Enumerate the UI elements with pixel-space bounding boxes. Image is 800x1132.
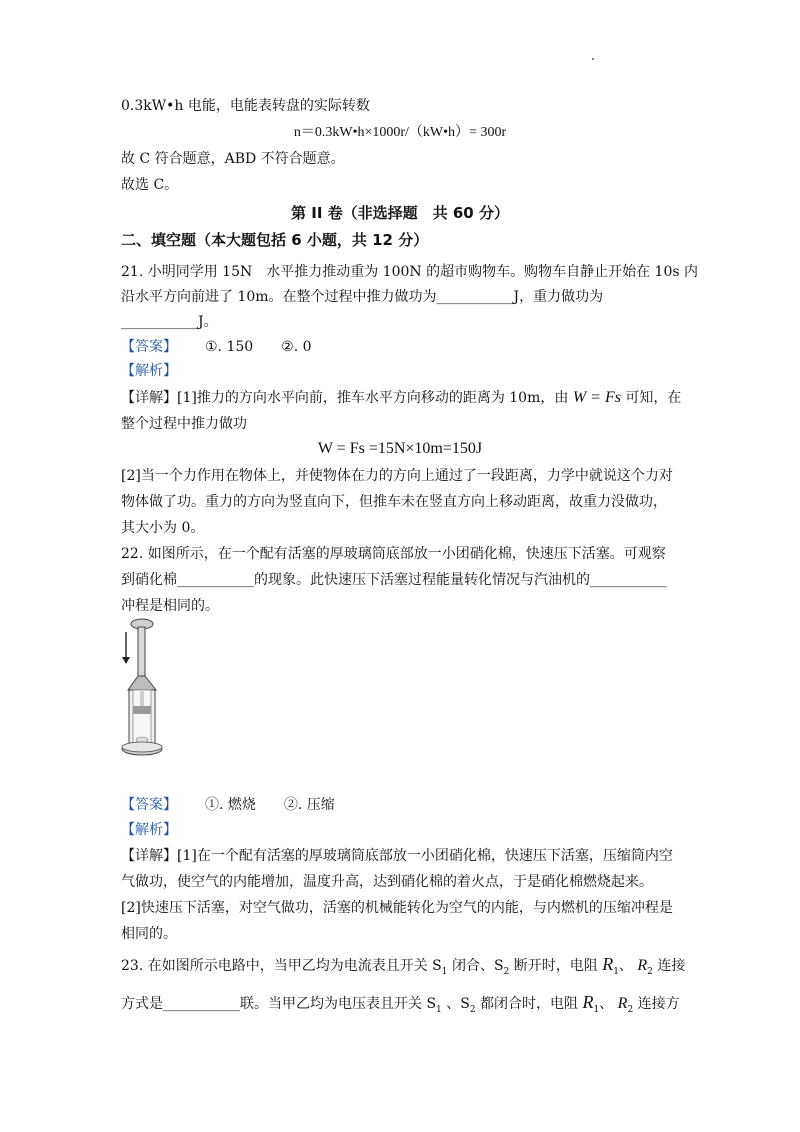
analysis-tag: 【解析】 bbox=[121, 822, 177, 838]
resistor-symbol: R bbox=[617, 995, 628, 1012]
text-fragment: 闭合、S bbox=[451, 958, 504, 974]
resistor-symbol: R bbox=[637, 957, 648, 974]
question-21-line: 沿水平方向前进了 10m。在整个过程中推力做功为___________J，重力做功为 bbox=[121, 289, 604, 305]
equation: n＝0.3kW•h×1000r/（kW•h）= 300r bbox=[293, 125, 507, 140]
subscript: 1 bbox=[593, 1004, 600, 1015]
detail-tag: 【详解】 bbox=[121, 390, 177, 406]
text-fragment: 23. 在如图所示电路中，当甲乙均为电流表且开关 S bbox=[121, 958, 442, 974]
text-fragment: 方式是___________联。当甲乙均为电压表且开关 S bbox=[121, 996, 437, 1012]
subscript: 2 bbox=[503, 966, 510, 977]
detail-text: [2]快速压下活塞，对空气做功，活塞的机械能转化为空气的内能，与内燃机的压缩冲程是 bbox=[121, 900, 673, 916]
question-22-line: 22. 如图所示，在一个配有活塞的厚玻璃筒底部放一小团硝化棉，快速压下活塞。可观察 bbox=[121, 546, 666, 562]
detail-text: 其大小为 0。 bbox=[121, 520, 205, 536]
text-fragment: 连接方 bbox=[637, 996, 680, 1012]
detail-tag: 【详解】 bbox=[121, 848, 177, 864]
subscript: 2 bbox=[469, 1004, 476, 1015]
answer-21: ①. 150 ②. 0 bbox=[205, 339, 312, 355]
question-23-line bbox=[121, 954, 685, 982]
detail-text: 整个过程中推力做功 bbox=[121, 416, 247, 432]
question-23-line bbox=[121, 992, 680, 1020]
page-mark bbox=[592, 58, 594, 60]
answer-tag: 【答案】 bbox=[121, 797, 177, 813]
resistor-symbol: R bbox=[582, 992, 594, 1012]
text-fragment: 都闭合时，电阻 bbox=[480, 996, 579, 1012]
question-21-line: ___________J。 bbox=[121, 314, 218, 330]
question-22-line: 到硝化棉___________的现象。此快速压下活塞过程能量转化情况与汽油机的___________ bbox=[121, 572, 667, 588]
part-title: 二、填空题（本大题包括 6 小题，共 12 分） bbox=[121, 231, 429, 249]
detail-text: 气做功，使空气的内能增加，温度升高，达到硝化棉的着火点，于是硝化棉燃烧起来。 bbox=[121, 874, 653, 890]
detail-text: [1]在一个配有活塞的厚玻璃筒底部放一小团硝化棉，快速压下活塞，压缩筒内空 bbox=[177, 848, 673, 864]
question-22-line: 冲程是相同的。 bbox=[121, 598, 219, 614]
text-line: 故 C 符合题意，ABD 不符合题意。 bbox=[121, 151, 345, 167]
subscript: 1 bbox=[613, 966, 619, 977]
detail-text: 可知，在 bbox=[625, 390, 682, 406]
text-fragment: 断开时，电阻 bbox=[513, 958, 598, 974]
detail-text: 相同的。 bbox=[121, 926, 177, 942]
detail-text: [1]推力的方向水平向前，推车水平方向移动的距离为 10m，由 bbox=[177, 390, 569, 406]
section-title: 第 II 卷（非选择题 共 60 分） bbox=[291, 204, 509, 222]
detail-text: [2]当一个力作用在物体上，并使物体在力的方向上通过了一段距离，力学中就说这个力对 bbox=[121, 468, 673, 484]
separator: 、 bbox=[618, 958, 633, 974]
piston-tube-figure bbox=[118, 614, 163, 759]
answer-tag: 【答案】 bbox=[121, 339, 177, 355]
subscript: 2 bbox=[627, 1004, 634, 1015]
text-fragment: 连接 bbox=[657, 958, 686, 974]
inline-formula: W = Fs bbox=[572, 389, 621, 406]
subscript: 1 bbox=[436, 1004, 442, 1015]
answer-22: ①. 燃烧 ②. 压缩 bbox=[205, 797, 335, 813]
question-21-line: 21. 小明同学用 15N 水平推力推动重为 100N 的超市购物车。购物车自静止开始在 10s 内 bbox=[121, 264, 698, 280]
text-fragment: 、S bbox=[446, 996, 470, 1012]
subscript: 1 bbox=[441, 966, 448, 977]
analysis-tag: 【解析】 bbox=[121, 363, 177, 379]
separator: 、 bbox=[599, 996, 614, 1012]
equation: W = Fs =15N×10m=150J bbox=[317, 440, 483, 457]
text-line: 故选 C。 bbox=[121, 177, 179, 193]
text-line: 0.3kW•h 电能，电能表转盘的实际转数 bbox=[121, 98, 370, 114]
subscript: 2 bbox=[647, 966, 653, 977]
resistor-symbol: R bbox=[602, 954, 614, 974]
detail-text: 物体做了功。重力的方向为竖直向下，但推车未在竖直方向上移动距离，故重力没做功， bbox=[121, 494, 667, 510]
